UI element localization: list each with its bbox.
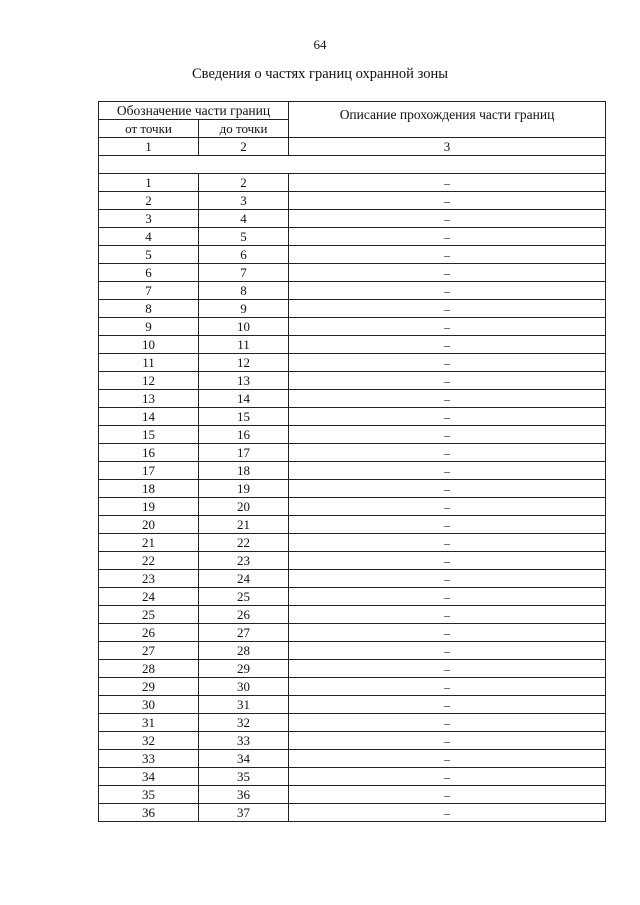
cell-to-point: 36 xyxy=(199,786,289,804)
table-row xyxy=(99,282,606,300)
table-row xyxy=(99,174,606,192)
cell-description: – xyxy=(289,174,606,192)
cell-description: – xyxy=(289,390,606,408)
cell-description: – xyxy=(289,426,606,444)
cell-to-point: 6 xyxy=(199,246,289,264)
table-row xyxy=(99,588,606,606)
cell-to-point: 4 xyxy=(199,210,289,228)
cell-description: – xyxy=(289,678,606,696)
cell-description: – xyxy=(289,534,606,552)
table-row xyxy=(99,426,606,444)
cell-to-point: 33 xyxy=(199,732,289,750)
cell-from-point: 27 xyxy=(99,642,199,660)
cell-from-point: 35 xyxy=(99,786,199,804)
table-row xyxy=(99,516,606,534)
cell-description: – xyxy=(289,606,606,624)
cell-from-point: 30 xyxy=(99,696,199,714)
table-row xyxy=(99,696,606,714)
table-row xyxy=(99,408,606,426)
cell-description: – xyxy=(289,192,606,210)
cell-from-point: 21 xyxy=(99,534,199,552)
cell-to-point: 9 xyxy=(199,300,289,318)
cell-description: – xyxy=(289,264,606,282)
cell-to-point: 11 xyxy=(199,336,289,354)
cell-from-point: 15 xyxy=(99,426,199,444)
cell-from-point: 2 xyxy=(99,192,199,210)
cell-to-point: 18 xyxy=(199,462,289,480)
cell-to-point: 7 xyxy=(199,264,289,282)
cell-description: – xyxy=(289,300,606,318)
cell-description: – xyxy=(289,750,606,768)
header-description: Описание прохождения части границ xyxy=(289,102,606,138)
spacer-row xyxy=(99,156,606,174)
cell-description: – xyxy=(289,642,606,660)
cell-to-point: 30 xyxy=(199,678,289,696)
table-row xyxy=(99,354,606,372)
cell-description: – xyxy=(289,696,606,714)
cell-from-point: 1 xyxy=(99,174,199,192)
cell-description: – xyxy=(289,732,606,750)
cell-description: – xyxy=(289,336,606,354)
cell-from-point: 12 xyxy=(99,372,199,390)
table-row xyxy=(99,534,606,552)
cell-to-point: 24 xyxy=(199,570,289,588)
cell-to-point: 28 xyxy=(199,642,289,660)
header-boundary-designation: Обозначение части границ xyxy=(99,102,289,120)
cell-from-point: 34 xyxy=(99,768,199,786)
cell-from-point: 13 xyxy=(99,390,199,408)
table-row xyxy=(99,714,606,732)
table-row xyxy=(99,336,606,354)
cell-to-point: 31 xyxy=(199,696,289,714)
cell-from-point: 29 xyxy=(99,678,199,696)
cell-from-point: 5 xyxy=(99,246,199,264)
table-row xyxy=(99,642,606,660)
table-row xyxy=(99,552,606,570)
cell-description: – xyxy=(289,516,606,534)
cell-description: – xyxy=(289,408,606,426)
table-row xyxy=(99,732,606,750)
cell-from-point: 22 xyxy=(99,552,199,570)
table-row xyxy=(99,246,606,264)
cell-from-point: 3 xyxy=(99,210,199,228)
page-number: 64 xyxy=(313,37,327,52)
cell-description: – xyxy=(289,570,606,588)
cell-description: – xyxy=(289,480,606,498)
cell-to-point: 23 xyxy=(199,552,289,570)
cell-description: – xyxy=(289,786,606,804)
cell-from-point: 9 xyxy=(99,318,199,336)
table-row xyxy=(99,678,606,696)
table-row xyxy=(99,210,606,228)
cell-from-point: 23 xyxy=(99,570,199,588)
cell-description: – xyxy=(289,588,606,606)
cell-from-point: 6 xyxy=(99,264,199,282)
cell-to-point: 10 xyxy=(199,318,289,336)
table-row xyxy=(99,318,606,336)
cell-to-point: 17 xyxy=(199,444,289,462)
column-number-row xyxy=(99,138,606,156)
cell-to-point: 26 xyxy=(199,606,289,624)
table-row xyxy=(99,804,606,822)
cell-from-point: 25 xyxy=(99,606,199,624)
table-row xyxy=(99,768,606,786)
cell-description: – xyxy=(289,552,606,570)
cell-to-point: 32 xyxy=(199,714,289,732)
table-row xyxy=(99,624,606,642)
cell-description: – xyxy=(289,318,606,336)
cell-to-point: 27 xyxy=(199,624,289,642)
table-row xyxy=(99,498,606,516)
cell-description: – xyxy=(289,354,606,372)
cell-description: – xyxy=(289,228,606,246)
cell-from-point: 18 xyxy=(99,480,199,498)
table-row xyxy=(99,390,606,408)
table-row xyxy=(99,300,606,318)
cell-to-point: 2 xyxy=(199,174,289,192)
cell-to-point: 8 xyxy=(199,282,289,300)
cell-to-point: 3 xyxy=(199,192,289,210)
cell-description: – xyxy=(289,714,606,732)
cell-from-point: 16 xyxy=(99,444,199,462)
table-row xyxy=(99,372,606,390)
cell-description: – xyxy=(289,282,606,300)
spacer-cell xyxy=(99,156,606,174)
cell-to-point: 34 xyxy=(199,750,289,768)
cell-description: – xyxy=(289,660,606,678)
cell-to-point: 13 xyxy=(199,372,289,390)
column-number: 1 xyxy=(99,138,199,156)
cell-from-point: 24 xyxy=(99,588,199,606)
cell-to-point: 25 xyxy=(199,588,289,606)
table-row xyxy=(99,786,606,804)
cell-description: – xyxy=(289,246,606,264)
cell-to-point: 14 xyxy=(199,390,289,408)
cell-to-point: 12 xyxy=(199,354,289,372)
cell-from-point: 19 xyxy=(99,498,199,516)
cell-description: – xyxy=(289,498,606,516)
table-row xyxy=(99,444,606,462)
header-row xyxy=(99,102,606,120)
cell-to-point: 21 xyxy=(199,516,289,534)
document-title: Сведения о частях границ охранной зоны xyxy=(192,66,448,82)
cell-from-point: 7 xyxy=(99,282,199,300)
cell-to-point: 20 xyxy=(199,498,289,516)
cell-description: – xyxy=(289,768,606,786)
cell-to-point: 35 xyxy=(199,768,289,786)
cell-from-point: 14 xyxy=(99,408,199,426)
cell-to-point: 5 xyxy=(199,228,289,246)
cell-to-point: 22 xyxy=(199,534,289,552)
cell-from-point: 33 xyxy=(99,750,199,768)
cell-to-point: 15 xyxy=(199,408,289,426)
table-row xyxy=(99,228,606,246)
cell-description: – xyxy=(289,804,606,822)
table-row xyxy=(99,750,606,768)
table-row xyxy=(99,480,606,498)
cell-from-point: 8 xyxy=(99,300,199,318)
table-row xyxy=(99,462,606,480)
cell-from-point: 32 xyxy=(99,732,199,750)
header-to-point: до точки xyxy=(199,120,289,138)
cell-description: – xyxy=(289,624,606,642)
cell-from-point: 10 xyxy=(99,336,199,354)
table-row xyxy=(99,570,606,588)
table-row xyxy=(99,606,606,624)
cell-from-point: 17 xyxy=(99,462,199,480)
cell-description: – xyxy=(289,444,606,462)
table-row xyxy=(99,264,606,282)
table-row xyxy=(99,660,606,678)
cell-from-point: 31 xyxy=(99,714,199,732)
cell-description: – xyxy=(289,372,606,390)
boundary-parts-table xyxy=(98,101,606,822)
cell-from-point: 20 xyxy=(99,516,199,534)
cell-description: – xyxy=(289,210,606,228)
cell-to-point: 29 xyxy=(199,660,289,678)
cell-description: – xyxy=(289,462,606,480)
column-number: 3 xyxy=(289,138,606,156)
header-from-point: от точки xyxy=(99,120,199,138)
cell-to-point: 16 xyxy=(199,426,289,444)
cell-from-point: 26 xyxy=(99,624,199,642)
cell-from-point: 11 xyxy=(99,354,199,372)
cell-to-point: 19 xyxy=(199,480,289,498)
column-number: 2 xyxy=(199,138,289,156)
cell-from-point: 28 xyxy=(99,660,199,678)
cell-from-point: 4 xyxy=(99,228,199,246)
table-row xyxy=(99,192,606,210)
cell-to-point: 37 xyxy=(199,804,289,822)
cell-from-point: 36 xyxy=(99,804,199,822)
